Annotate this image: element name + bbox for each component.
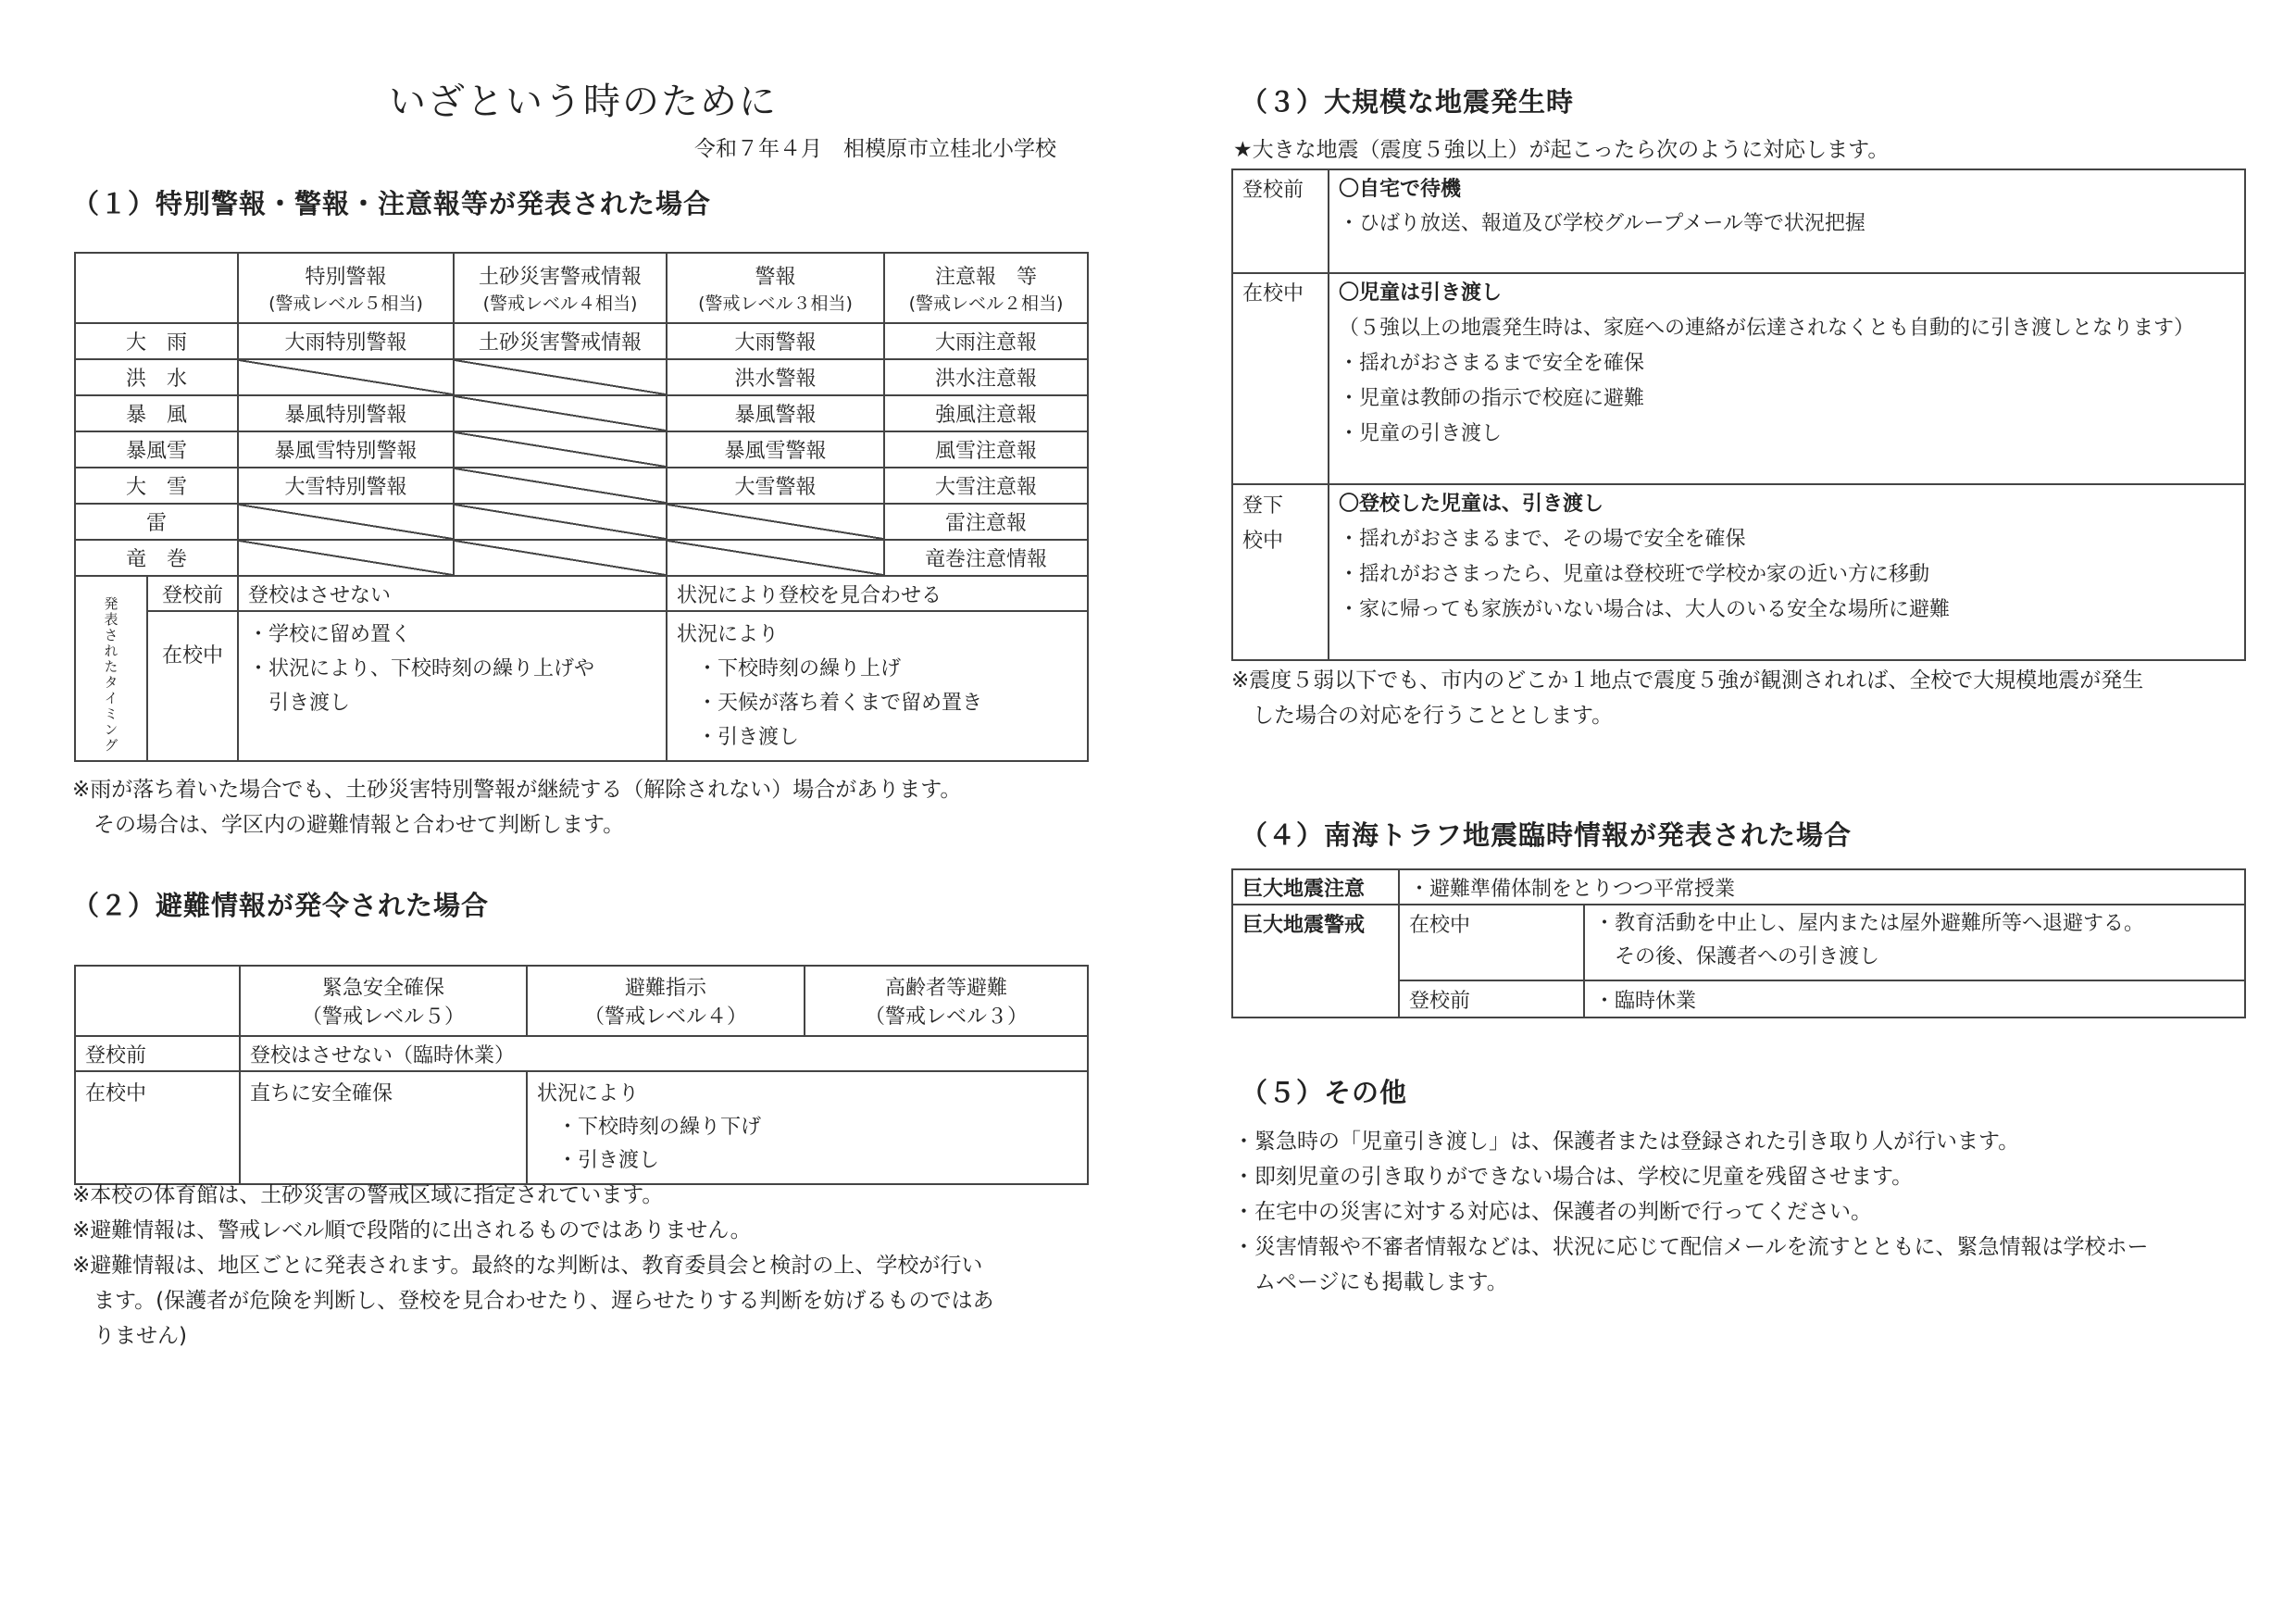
list-item: ・即刻児童の引き取りができない場合は、学校に児童を残留させます。: [1233, 1165, 1914, 1189]
evacuation-table-corner: [75, 966, 240, 1036]
empty-cell: [667, 540, 884, 576]
before-school-label: 登校前: [1399, 980, 1584, 1017]
table-cell: 風雪注意報: [884, 431, 1088, 468]
table-cell: 大雪警報: [667, 468, 884, 504]
col-warning: 警報 (警戒レベル３相当): [667, 253, 884, 323]
nankai-table: [1231, 868, 2246, 1018]
during-school-label: 在校中: [147, 611, 238, 761]
mega-quake-warning-label: 巨大地震警戒: [1232, 905, 1399, 1017]
section3-heading: （３）大規模な地震発生時: [1241, 86, 1575, 118]
row-label: 暴風雪: [75, 431, 238, 468]
row-label: 暴 風: [75, 395, 238, 431]
table-cell: 洪水警報: [667, 359, 884, 395]
earthquake-table: [1231, 169, 2246, 661]
table-cell: 暴風警報: [667, 395, 884, 431]
during-school-label: 在校中: [75, 1071, 240, 1184]
col-evacuation-order: 避難指示 （警戒レベル４）: [527, 966, 805, 1036]
before-school-severe: 登校はさせない: [238, 576, 667, 611]
row-label: 大 雪: [75, 468, 238, 504]
section2-notes: ※本校の体育館は、土砂災害の警戒区域に指定されています。 ※避難情報は、警戒レベル順で段階的に出されるものではありません。 ※避難情報は、地区ごとに発表されます。最終的な判断は、教育委員会と検討の上、学校が行い ます。(保護者が危険を判断し、登校を見合わせたり、遅らせたりする判断を妨げるものではあ りません): [72, 1183, 994, 1348]
row-label: 登校前: [1232, 169, 1329, 273]
col-advisory: 注意報 等 (警戒レベル２相当): [884, 253, 1088, 323]
empty-cell: [238, 359, 454, 395]
warning-table-corner: [75, 253, 238, 323]
list-item: ・災害情報や不審者情報などは、状況に応じて配信メールを流すとともに、緊急情報は学校ホー: [1233, 1235, 2149, 1259]
mega-quake-caution-text: ・避難準備体制をとりつつ平常授業: [1399, 869, 2245, 905]
empty-cell: [454, 540, 667, 576]
during-school-label: 在校中: [1399, 905, 1584, 980]
timing-label: 発表されたタイミング: [75, 576, 147, 761]
section1-heading: （１）特別警報・警報・注意報等が発表された場合: [72, 188, 712, 219]
before-school-actions: 〇自宅で待機 ・ひばり放送、報道及び学校グループメール等で状況把握: [1329, 169, 2245, 273]
col-elderly-evacuation: 高齢者等避難 （警戒レベル３）: [805, 966, 1088, 1036]
table-cell: 雷注意報: [884, 504, 1088, 540]
empty-cell: [667, 504, 884, 540]
before-school-text: 登校はさせない（臨時休業）: [240, 1036, 1088, 1071]
page-title: いざという時のために: [389, 81, 778, 123]
col-special-warning: 特別警報 (警戒レベル５相当): [238, 253, 454, 323]
col-emergency-safety: 緊急安全確保 （警戒レベル５）: [240, 966, 527, 1036]
list-item: ・緊急時の「児童引き渡し」は、保護者または登録された引き取り人が行います。: [1233, 1130, 2020, 1154]
during-school-text: ・教育活動を中止し、屋内または屋外避難所等へ退避する。 その後、保護者への引き渡し: [1584, 905, 2245, 980]
section5-list: [1233, 1124, 2149, 1300]
section4-heading: （４）南海トラフ地震臨時情報が発表された場合: [1241, 819, 1853, 851]
during-school-moderate: 状況により ・下校時刻の繰り上げ ・天候が落ち着くまで留め置き ・引き渡し: [667, 611, 1088, 761]
table-row: [75, 359, 1088, 395]
date-school-line: 令和７年４月 相模原市立桂北小学校: [694, 137, 1056, 161]
warning-table: [74, 252, 1089, 762]
table-cell: 洪水注意報: [884, 359, 1088, 395]
table-cell: 強風注意報: [884, 395, 1088, 431]
empty-cell: [454, 468, 667, 504]
table-cell: 土砂災害警戒情報: [454, 323, 667, 359]
mega-quake-caution-label: 巨大地震注意: [1232, 869, 1399, 905]
table-cell: 竜巻注意情報: [884, 540, 1088, 576]
row-label: 登下校中: [1232, 484, 1329, 660]
before-school-label: 登校前: [75, 1036, 240, 1071]
table-row: [75, 395, 1088, 431]
table-row: [75, 468, 1088, 504]
row-label: 大 雨: [75, 323, 238, 359]
table-cell: 大雪特別警報: [238, 468, 454, 504]
during-school-immediate: 直ちに安全確保: [240, 1071, 527, 1184]
list-item: ・在宅中の災害に対する対応は、保護者の判断で行ってください。: [1233, 1200, 1872, 1224]
during-school-severe: ・学校に留め置く ・状況により、下校時刻の繰り上げや 引き渡し: [238, 611, 667, 761]
empty-cell: [238, 540, 454, 576]
table-row: [75, 540, 1088, 576]
list-item: ムページにも掲載します。: [1233, 1270, 1508, 1294]
before-school-label: 登校前: [147, 576, 238, 611]
section3-intro: ★大きな地震（震度５強以上）が起こったら次のように対応します。: [1233, 138, 1890, 162]
during-school-conditional: 状況により ・下校時刻の繰り下げ ・引き渡し: [527, 1071, 1088, 1184]
section2-heading: （２）避難情報が発令された場合: [72, 890, 490, 921]
commuting-actions: 〇登校した児童は、引き渡し ・揺れがおさまるまで、その場で安全を確保 ・揺れがおさまったら、児童は登校班で学校か家の近い方に移動 ・家に帰っても家族がいない場合は、大人のいる安全な場所に避難: [1329, 484, 2245, 660]
section5-heading: （５）その他: [1241, 1077, 1408, 1108]
empty-cell: [454, 395, 667, 431]
empty-cell: [454, 359, 667, 395]
table-cell: 大雨注意報: [884, 323, 1088, 359]
table-row: [75, 504, 1088, 540]
table-cell: 大雨特別警報: [238, 323, 454, 359]
during-school-actions: 〇児童は引き渡し （５強以上の地震発生時は、家庭への連絡が伝達されなくとも自動的に引き渡しとなります） ・揺れがおさまるまで安全を確保 ・児童は教師の指示で校庭に避難 ・児童の引き渡し: [1329, 273, 2245, 484]
table-row: [75, 431, 1088, 468]
table-cell: 大雪注意報: [884, 468, 1088, 504]
empty-cell: [238, 504, 454, 540]
empty-cell: [454, 431, 667, 468]
table-row: [75, 323, 1088, 359]
before-school-text: ・臨時休業: [1584, 980, 2245, 1017]
section3-notes: ※震度５弱以下でも、市内のどこか１地点で震度５強が観測されれば、全校で大規模地震が発生 した場合の対応を行うこととします。: [1231, 668, 2144, 728]
row-label: 竜 巻: [75, 540, 238, 576]
table-cell: 暴風特別警報: [238, 395, 454, 431]
row-label: 洪 水: [75, 359, 238, 395]
table-cell: 暴風雪警報: [667, 431, 884, 468]
section1-notes: ※雨が落ち着いた場合でも、土砂災害特別警報が継続する（解除されない）場合があります。 その場合は、学区内の避難情報と合わせて判断します。: [72, 778, 962, 837]
table-cell: 暴風雪特別警報: [238, 431, 454, 468]
row-label: 在校中: [1232, 273, 1329, 484]
empty-cell: [454, 504, 667, 540]
col-landslide-info: 土砂災害警戒情報 (警戒レベル４相当): [454, 253, 667, 323]
table-cell: 大雨警報: [667, 323, 884, 359]
evacuation-table: [74, 965, 1089, 1185]
row-label: 雷: [75, 504, 238, 540]
before-school-moderate: 状況により登校を見合わせる: [667, 576, 1088, 611]
